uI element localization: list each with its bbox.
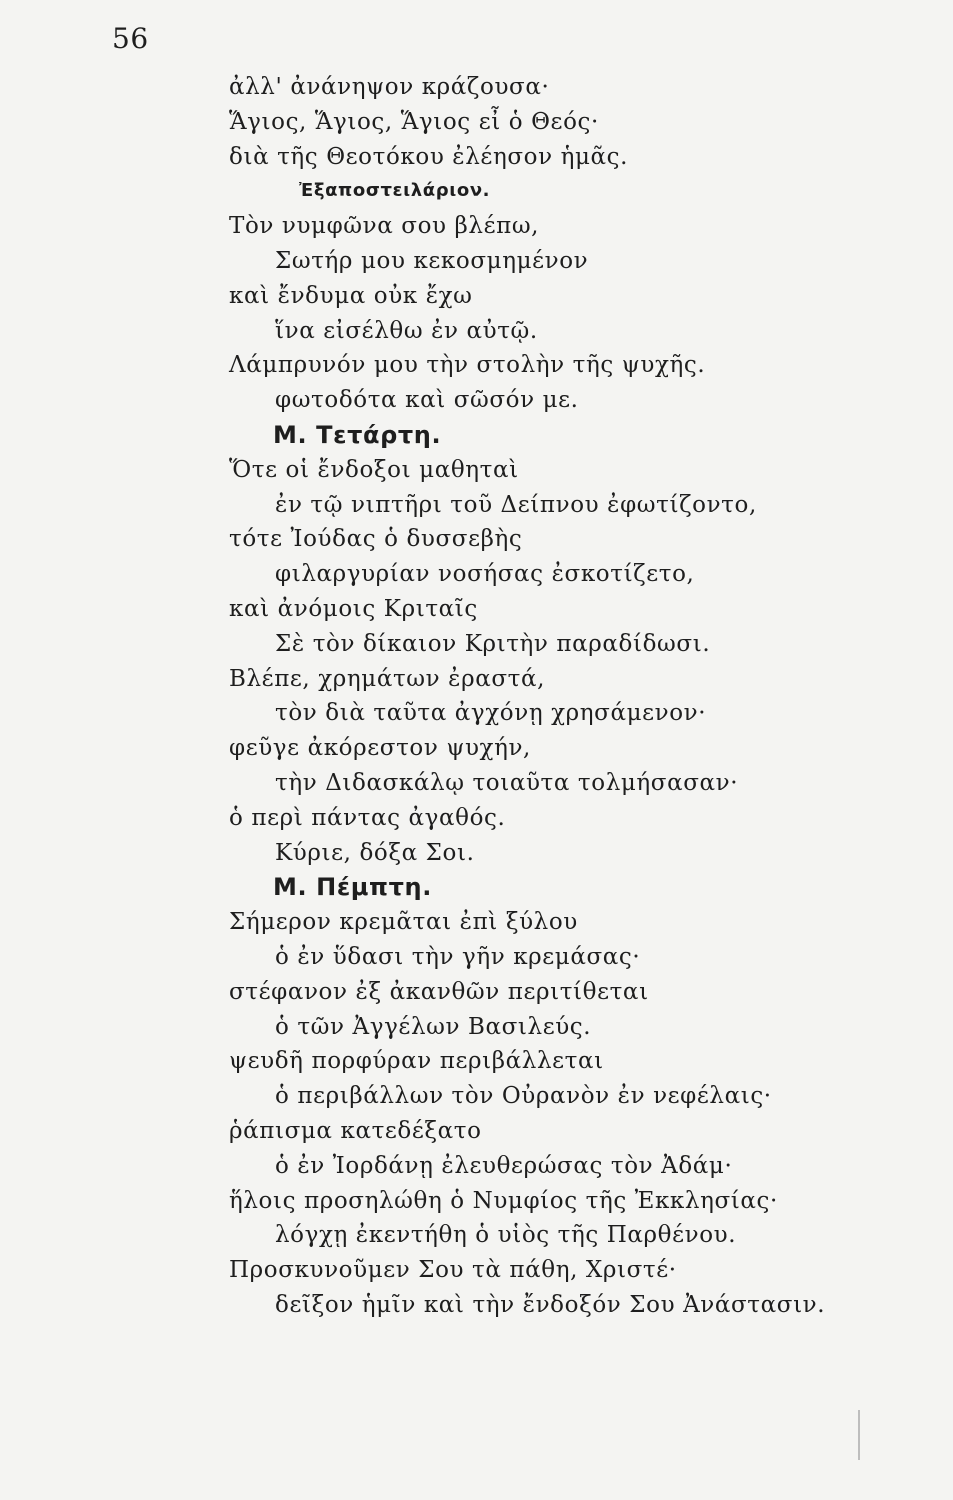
verse-line: Σήμερον κρεμᾶται ἐπὶ ξύλου bbox=[229, 909, 578, 936]
verse-line: ἀλλ' ἀνάνηψον κράζουσα· bbox=[229, 74, 550, 100]
verse-line: ψευδῆ πορφύραν περιβάλλεται bbox=[229, 1048, 604, 1075]
verse-line-indented: τὴν Διδασκάλῳ τοιαῦτα τολμήσασαν· bbox=[275, 769, 739, 796]
verse-line: ἥλοις προσηλώθη ὁ Νυμφίος τῆς Ἐκκλησίας· bbox=[229, 1187, 778, 1214]
verse-line: τότε Ἰούδας ὁ δυσσεβὴς bbox=[229, 526, 523, 553]
verse-line: στέφανον ἐξ ἀκανθῶν περιτίθεται bbox=[229, 978, 649, 1005]
verse-line: διὰ τῆς Θεοτόκου ἐλέησον ἡμᾶς. bbox=[229, 143, 629, 170]
verse-line-indented: ἐν τῷ νιπτῆρι τοῦ Δείπνου ἐφωτίζοντο, bbox=[275, 491, 757, 518]
verse-line: φεῦγε ἀκόρεστον ψυχήν, bbox=[229, 735, 531, 762]
verse-line-indented: Σωτήρ μου κεκοσμημένον bbox=[275, 247, 589, 274]
verse-line: Προσκυνοῦμεν Σου τὰ πάθη, Χριστέ· bbox=[229, 1257, 677, 1284]
verse-line: Ἅγιος, Ἅγιος, Ἅγιος εἶ ὁ Θεός· bbox=[229, 108, 599, 135]
verse-line-indented: φιλαργυρίαν νοσήσας ἐσκοτίζετο, bbox=[275, 561, 695, 588]
page-number: 56 bbox=[112, 22, 149, 55]
verse-line-indented: ὁ περιβάλλων τὸν Οὐρανὸν ἐν νεφέλαις· bbox=[275, 1083, 772, 1110]
verse-line: ῥάπισμα κατεδέξατο bbox=[229, 1117, 482, 1144]
verse-line-indented: φωτοδότα καὶ σῶσόν με. bbox=[275, 387, 579, 414]
hymn-text bbox=[229, 70, 909, 1323]
verse-line-indented: λόγχῃ ἐκεντήθη ὁ υἱὸς τῆς Παρθένου. bbox=[275, 1222, 737, 1249]
verse-line-indented: ὁ τῶν Ἀγγέλων Βασιλεύς. bbox=[275, 1013, 592, 1040]
verse-line-indented: Σὲ τὸν δίκαιον Κριτὴν παραδίδωσι. bbox=[275, 630, 711, 657]
verse-line: καὶ ἀνόμοις Κριταῖς bbox=[229, 595, 478, 622]
verse-line: Τὸν νυμφῶνα σου βλέπω, bbox=[229, 213, 540, 240]
verse-line: Λάμπρυνόν μου τὴν στολὴν τῆς ψυχῆς. bbox=[229, 352, 706, 379]
verse-line-indented: ὁ ἐν ὕδασι τὴν γῆν κρεμάσας· bbox=[275, 943, 641, 970]
verse-line-indented: ἵνα εἰσέλθω ἐν αὐτῷ. bbox=[275, 317, 538, 344]
verse-line-indented: Κύριε, δόξα Σοι. bbox=[275, 839, 475, 866]
verse-line: καὶ ἔνδυμα οὐκ ἔχω bbox=[229, 282, 473, 309]
verse-line: ὁ περὶ πάντας ἀγαθός. bbox=[229, 804, 506, 831]
verse-line-indented: δεῖξον ἡμῖν καὶ τὴν ἔνδοξόν Σου Ἀνάστασιν. bbox=[275, 1291, 826, 1318]
verse-line: Ὅτε οἱ ἔνδοξοι μαθηταὶ bbox=[229, 456, 519, 483]
verse-line-indented: τὸν διὰ ταῦτα ἀγχόνῃ χρησάμενον· bbox=[275, 700, 707, 727]
margin-mark bbox=[858, 1410, 860, 1460]
section-heading: Ἐξαποστειλάριον. bbox=[299, 180, 491, 202]
day-heading: Μ. Πέμπτη. bbox=[273, 873, 432, 902]
verse-line-indented: ὁ ἐν Ἰορδάνῃ ἐλευθερώσας τὸν Ἀδάμ· bbox=[275, 1152, 733, 1179]
verse-line: Βλέπε, χρημάτων ἐραστά, bbox=[229, 665, 546, 692]
day-heading: Μ. Τετάρτη. bbox=[273, 420, 442, 449]
